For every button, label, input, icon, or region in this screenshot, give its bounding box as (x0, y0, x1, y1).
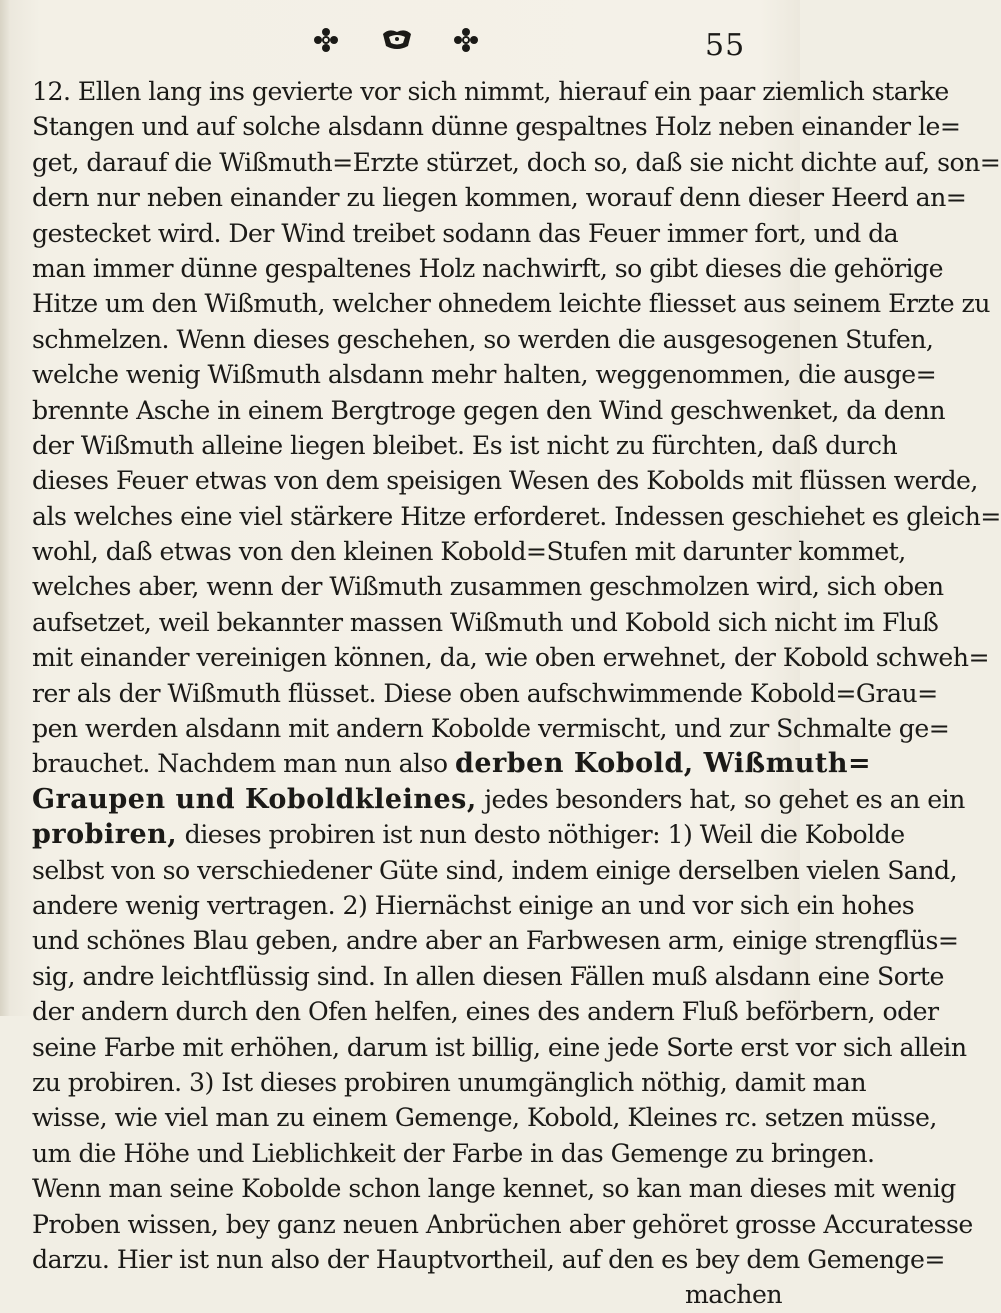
text-line: pen werden alsdann mit andern Kobolde vermischt, und zur Schmalte ge= (32, 714, 950, 744)
text-line: man immer dünne gespaltenes Holz nachwirft, so gibt dieses die gehörige (32, 253, 943, 283)
text-line: und schönes Blau geben, andre aber an Farbwesen arm, einige strengflüs= (32, 926, 959, 956)
header-ornaments (0, 26, 800, 66)
text-line-emphasis (32, 817, 905, 852)
text-line: der Wißmuth alleine liegen bleibet. Es ist nicht zu fürchten, daß durch (32, 430, 898, 460)
text-line: um die Höhe und Lieblichkeit der Farbe in das Gemenge zu bringen. (32, 1138, 875, 1168)
text-run: jedes besonders hat, so gehet es an ein (476, 784, 965, 814)
body-text (32, 74, 1001, 1313)
text-line: andere wenig vertragen. 2) Hiernächst einige an und vor sich ein hohes (32, 890, 915, 920)
text-line: darzu. Hier ist nun also der Hauptvortheil, auf den es bey dem Gemenge= (32, 1244, 945, 1274)
text-line: zu probiren. 3) Ist dieses probiren unumgänglich nöthig, damit man (32, 1067, 867, 1097)
text-line: rer als der Wißmuth flüsset. Diese oben aufschwimmende Kobold=Grau= (32, 678, 938, 708)
emphasized-term: Graupen und Koboldkleines, (32, 783, 477, 815)
text-run: brauchet. Nachdem man nun also (32, 749, 455, 779)
text-line: gestecket wird. Der Wind treibet sodann das Feuer immer fort, und da (32, 218, 899, 248)
text-line: sig, andre leichtflüssig sind. In allen diesen Fällen muß alsdann eine Sorte (32, 961, 944, 991)
text-line: als welches eine viel stärkere Hitze erforderet. Indessen geschiehet es gleich= (32, 501, 1001, 531)
text-line: get, darauf die Wißmuth=Erzte stürzet, doch so, daß sie nicht dichte auf, son= (32, 147, 1001, 177)
emphasized-term: probiren, (32, 819, 178, 851)
crown-ornament-icon (380, 26, 414, 54)
page-number: 55 (705, 28, 746, 63)
text-run: dieses probiren ist nun desto nöthiger: 1) Weil die Kobolde (177, 820, 905, 850)
text-line: Hitze um den Wißmuth, welcher ohnedem leichte fliesset aus seinem Erzte zu (32, 289, 990, 319)
text-line: mit einander vereinigen können, da, wie oben erwehnet, der Kobold schweh= (32, 643, 989, 673)
text-line: 12. Ellen lang ins gevierte vor sich nimmt, hierauf ein paar ziemlich starke (32, 77, 949, 106)
emphasized-term: derben Kobold, Wißmuth= (455, 748, 872, 780)
text-line-emphasis (32, 746, 872, 781)
text-line: selbst von so verschiedener Güte sind, indem einige derselben vielen Sand, (32, 855, 958, 885)
text-line: seine Farbe mit erhöhen, darum ist billig, eine jede Sorte erst vor sich allein (32, 1032, 967, 1062)
text-line: Stangen und auf solche alsdann dünne gespaltnes Holz neben einander le= (32, 112, 961, 142)
page-binding-shadow (0, 0, 10, 1016)
text-line: dern nur neben einander zu liegen kommen, worauf denn dieser Heerd an= (32, 183, 967, 213)
text-line: wisse, wie viel man zu einem Gemenge, Kobold, Kleines rc. setzen müsse, (32, 1103, 937, 1133)
text-line: aufsetzet, weil bekannter massen Wißmuth und Kobold sich nicht im Fluß (32, 607, 939, 637)
text-line: Wenn man seine Kobolde schon lange kennet, so kan man dieses mit wenig (32, 1174, 956, 1204)
text-line: Proben wissen, bey ganz neuen Anbrüchen aber gehöret grosse Accuratesse (32, 1209, 973, 1239)
flower-ornament-icon (452, 26, 480, 54)
text-line: schmelzen. Wenn dieses geschehen, so werden die ausgesogenen Stufen, (32, 324, 934, 354)
text-line: welche wenig Wißmuth alsdann mehr halten, weggenommen, die ausge= (32, 360, 937, 390)
text-line: wohl, daß etwas von den kleinen Kobold=Stufen mit darunter kommet, (32, 537, 906, 567)
text-line-emphasis (32, 782, 965, 817)
text-line: welches aber, wenn der Wißmuth zusammen geschmolzen wird, sich oben (32, 572, 944, 602)
text-line: brennte Asche in einem Bergtroge gegen den Wind geschwenket, da denn (32, 395, 945, 425)
flower-ornament-icon (312, 26, 340, 54)
text-line: dieses Feuer etwas von dem speisigen Wesen des Kobolds mit flüssen werde, (32, 466, 978, 496)
text-line: der andern durch den Ofen helfen, eines des andern Fluß beförbern, oder (32, 997, 939, 1027)
catchword: machen (684, 1280, 782, 1310)
